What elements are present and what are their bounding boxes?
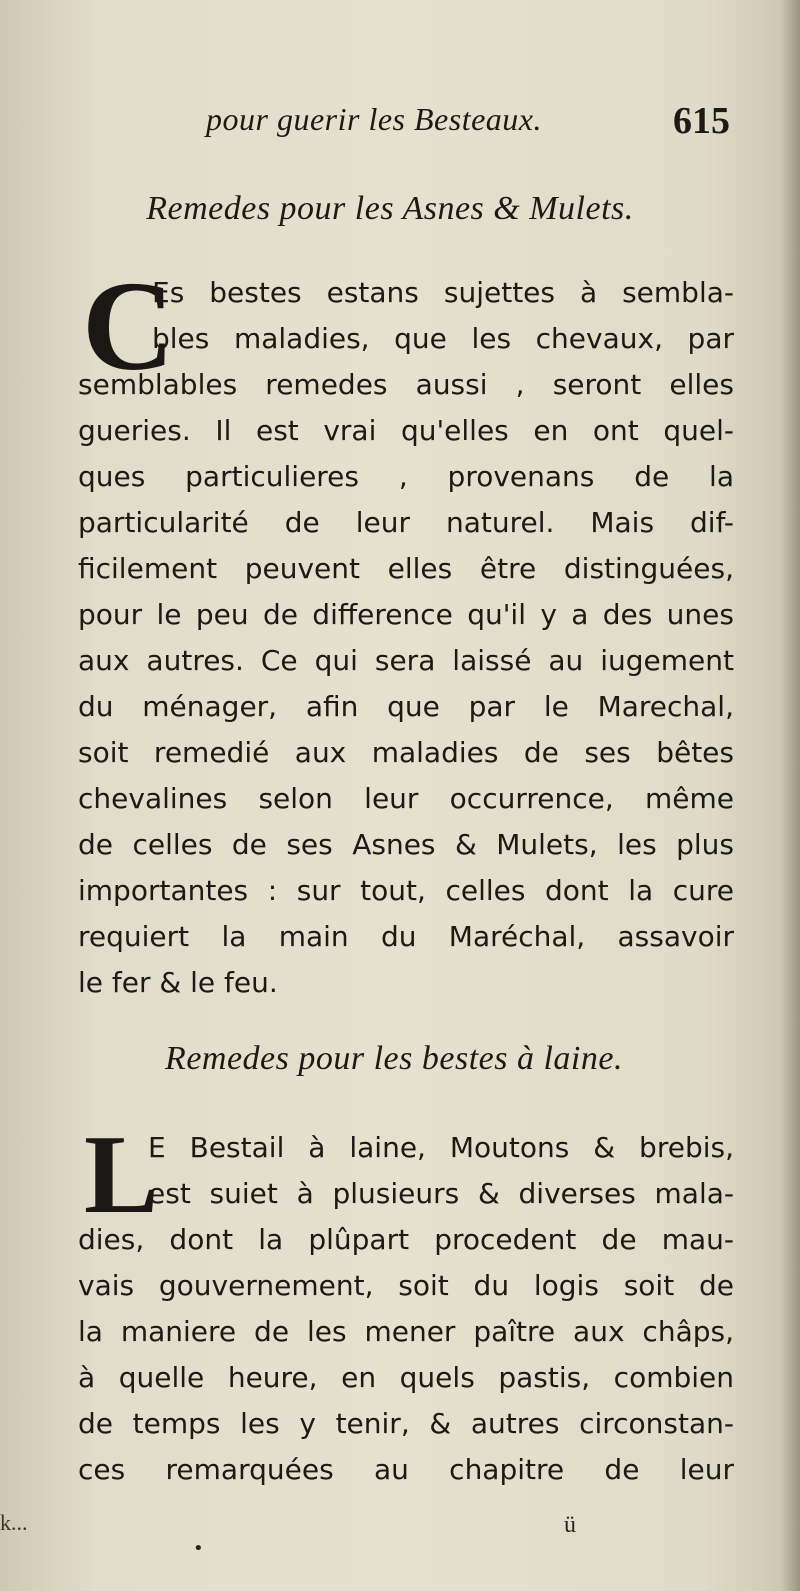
text-line: E Bestail à laine, Moutons & brebis, [148, 1131, 734, 1164]
text-line: Es bestes estans sujettes à sembla- [152, 276, 734, 309]
footer-center-mark: • [193, 1538, 204, 1559]
text-line: gueries. Il est vrai qu'elles en ont quel- [78, 414, 734, 447]
text-line: vais gouvernement, soit du logis soit de [78, 1269, 734, 1302]
text-line: bles maladies, que les chevaux, par [152, 322, 734, 355]
text-line: ficilement peuvent elles être distinguées, [78, 552, 734, 585]
footer-left-mark: k... [0, 1510, 28, 1535]
text-line: dies, dont la plûpart procedent de mau- [78, 1223, 734, 1256]
text-line: requiert la main du Maréchal, assavoir [78, 920, 734, 953]
text-line: importantes : sur tout, celles dont la cure [78, 874, 734, 907]
text-line: à quelle heure, en quels pastis, combien [78, 1361, 734, 1394]
text-line: est suiet à plusieurs & diverses mala- [148, 1177, 734, 1210]
page-number: 615 [673, 100, 730, 142]
running-head [80, 95, 730, 155]
text-line: de celles de ses Asnes & Mulets, les plus [78, 828, 734, 861]
text-line: la maniere de les mener paître aux châps, [78, 1315, 734, 1348]
text-line: pour le peu de difference qu'il y a des unes [78, 598, 734, 631]
section-heading-bestes-a-laine: Remedes pour les bestes à laine. [165, 1040, 623, 1077]
text-line: le fer & le feu. [78, 966, 278, 999]
text-line: du ménager, afin que par le Marechal, [78, 690, 734, 723]
text-line: particularité de leur naturel. Mais dif- [78, 506, 734, 539]
paragraph-asnes-mulets [78, 255, 734, 999]
drop-cap-l: L [84, 1113, 159, 1237]
text-line: ces remarquées au chapitre de leur [78, 1453, 734, 1486]
section-heading-asnes-mulets: Remedes pour les Asnes & Mulets. [146, 190, 634, 227]
drop-cap-c: C [82, 255, 175, 397]
text-line: aux autres. Ce qui sera laissé au iugement [78, 644, 734, 677]
footer-right-mark: ü [564, 1512, 576, 1538]
running-head-title: pour guerir les Besteaux. [206, 101, 542, 137]
text-line: semblables remedes aussi , seront elles [78, 368, 734, 401]
paragraph-bestes-a-laine [78, 1113, 734, 1495]
text-line: chevalines selon leur occurrence, même [78, 782, 734, 815]
text-line: soit remedié aux maladies de ses bêtes [78, 736, 734, 769]
text-line: de temps les y tenir, & autres circonstan- [78, 1407, 734, 1440]
text-line: ques particulieres , provenans de la [78, 460, 734, 493]
